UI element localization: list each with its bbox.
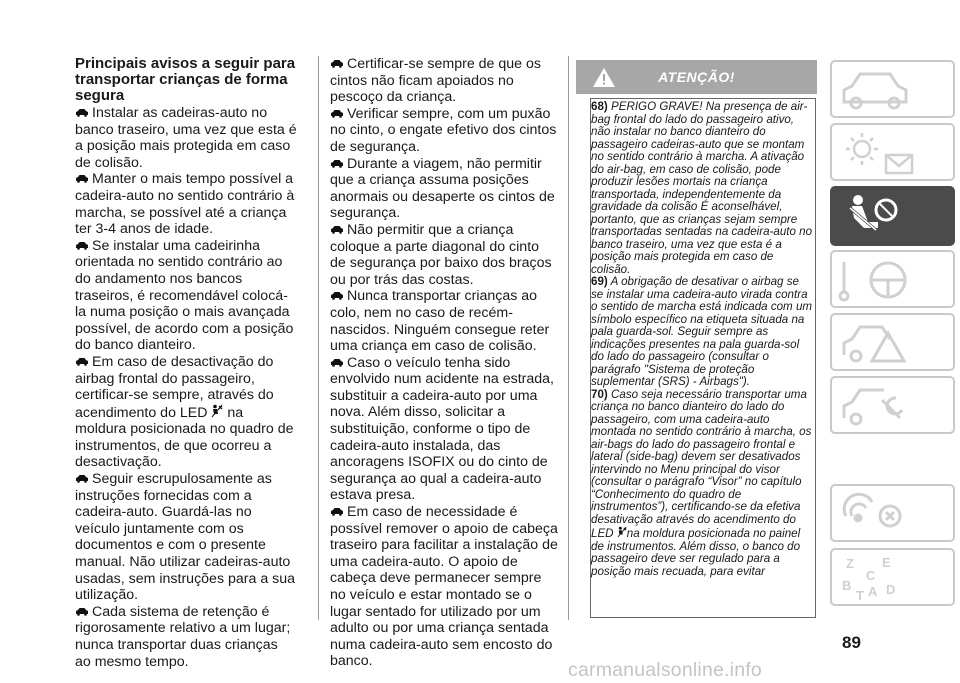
index-icon: [832, 550, 953, 604]
tab-index[interactable]: [830, 548, 955, 606]
bullet-item: [330, 106, 558, 156]
car-bullet-icon: [75, 241, 89, 250]
bullet-item: [75, 171, 297, 237]
index-letter: A: [868, 584, 878, 599]
car-icon: [832, 62, 953, 116]
bullet-text: Nunca transportar crianças ao colo, nem no caso de recém-nascidos. Ninguém consegue reter uma criança em caso de colisão.: [330, 288, 550, 355]
note-text: na moldura posicionada no painel de instrumentos. Além disso, o banco do passageiro deve ser regulado para a posição mais recuada, para evitar: [591, 527, 801, 578]
index-letter: Z: [846, 556, 854, 571]
car-bullet-icon: [330, 291, 344, 300]
car-bullet-icon: [75, 607, 89, 616]
airbag-off-led-icon: [617, 526, 627, 538]
tab-vehicle-knowledge[interactable]: [830, 60, 955, 118]
breakdown-icon: [832, 315, 953, 369]
bullet-item: [75, 604, 297, 670]
bullet-item: [75, 105, 297, 171]
bullet-item: [330, 504, 558, 670]
bullet-text: Caso o veículo tenha sido envolvido num acidente na estrada, substituir a cadeira-auto por uma nova. Além disso, solicitar a substituição, conforme o tipo de cadeira-auto instalada, das ancoragens ISOFIX ou do cinto de segurança ao qual a cadeira-auto estava presa.: [330, 354, 554, 504]
bullet-item: [330, 355, 558, 504]
warning-header: [576, 60, 817, 94]
bullet-text: Se instalar uma cadeirinha orientada no sentido contrário ao do andamento nos bancos traseiros, é recomendável colocá-la numa posição o mais avançada possível, de acordo com a posição do banco dianteiro.: [75, 237, 294, 354]
bullet-item: [330, 288, 558, 354]
car-bullet-icon: [330, 225, 344, 234]
tab-emergency[interactable]: [830, 313, 955, 371]
bullet-text: Instalar as cadeiras-auto no banco traseiro, uma vez que esta é a posição mais protegida em caso de colisão.: [75, 105, 297, 171]
bullet-text: Certificar-se sempre de que os cintos não ficam apoiados no pescoço da criança.: [330, 56, 541, 106]
bullet-text: Seguir escrupulosamente as instruções fornecidas com a cadeira-auto. Guardá-las no veículo juntamente com os documentos e com o presente manual. Não utilizar cadeiras-auto usadas, sem instruções para a sua utilização.: [75, 471, 296, 604]
index-letter: D: [886, 582, 896, 597]
tab-starting-driving[interactable]: [830, 250, 955, 308]
note-number: 70): [591, 387, 608, 401]
warning-note: [591, 389, 813, 579]
note-text: PERIGO GRAVE! Na presença de air-bag frontal do lado do passageiro ativo, não instalar no banco dianteiro do passageiro cadeiras-auto que se montam no sentido contrário à marcha. A ativação do air-bag, em caso de colisão, pode produzir lesões mortais na criança transportada, independentemente da gravidade da colisão É aconselhável, portanto, que as crianças sejam sempre transportadas sentadas na cadeira-auto no banco traseiro, uma vez que esta é a posição mais protegida em caso de colisão.: [591, 100, 813, 276]
note-number: 68): [591, 100, 608, 113]
tab-maintenance[interactable]: [830, 376, 955, 434]
bullet-item: [330, 222, 558, 288]
section-heading: Principais avisos a seguir para transportar crianças de forma segura: [75, 55, 296, 104]
car-bullet-icon: [75, 357, 89, 366]
car-bullet-icon: [75, 474, 89, 483]
warning-note: [591, 101, 813, 276]
bullet-text: Verificar sempre, com um puxão no cinto, o engate efetivo dos cintos de segurança.: [330, 105, 557, 155]
note-text: A obrigação de desativar o airbag se se instalar uma cadeira-auto virada contra o sentido de marcha está indicada com um símbolo específico na etiqueta situada na pala guarda-sol. Seguir sempre as indicações presentes na pala guarda-sol do lado do passageiro (consultar o parágrafo "Sistema de proteção suplementar (SRS) - Airbags").: [591, 275, 813, 388]
bullet-text: Manter o mais tempo possível a cadeira-auto no sentido contrário à marcha, se possível até a criança ter 3-4 anos de idade.: [75, 171, 295, 238]
bullet-item: [75, 238, 297, 354]
bullet-text: Cada sistema de retenção é rigorosamente relativo a um lugar; nunca transportar duas crianças ao mesmo tempo.: [75, 603, 291, 670]
warning-note: [591, 276, 813, 389]
car-bullet-icon: [330, 358, 344, 367]
watermark: carmanualsonline.info: [568, 659, 762, 681]
index-letter: T: [856, 588, 864, 603]
bullet-item: [330, 56, 558, 106]
note-number: 69): [591, 275, 608, 288]
column-divider: [318, 56, 319, 620]
car-bullet-icon: [75, 108, 89, 117]
tab-safety[interactable]: [830, 186, 955, 246]
service-icon: [832, 378, 953, 432]
warning-text: [591, 101, 813, 578]
bullet-text: na moldura posicionada no quadro de instrumentos, de que ocorreu a desactivação.: [75, 404, 294, 471]
tab-multimedia[interactable]: [830, 484, 955, 542]
bullet-item: [75, 471, 297, 604]
bullet-text: Durante a viagem, não permitir que a criança assuma posições anormais ou desaperte os cintos de segurança.: [330, 155, 555, 222]
car-bullet-icon: [75, 174, 89, 183]
airbag-off-led-icon: [211, 404, 223, 418]
car-bullet-icon: [330, 109, 344, 118]
car-bullet-icon: [330, 159, 344, 168]
column-divider: [568, 56, 569, 620]
left-column: [75, 56, 297, 670]
warning-title: ATENÇÃO!: [658, 69, 735, 85]
bullet-item: [75, 354, 297, 471]
car-bullet-icon: [330, 507, 344, 516]
page-number: 89: [842, 633, 861, 652]
index-letter: C: [866, 568, 876, 583]
bullet-text: Não permitir que a criança coloque a parte diagonal do cinto de segurança por baixo dos braços ou por trás das costas.: [330, 221, 552, 288]
bullet-text: Em caso de necessidade é possível remover o apoio de cabeça traseiro para facilitar a instalação de uma cadeira-auto. O apoio de cabeça deve permanecer sempre no veículo e estar montado se o lugar sentado for utilizado por um adulto ou por uma criança sentada numa cadeira-auto sem encosto do banco.: [330, 504, 558, 670]
middle-column: [330, 56, 558, 670]
note-text: Caso seja necessário transportar uma criança no banco dianteiro do lado do passageiro, com uma cadeira-auto montada no sentido contrário à marcha, os air-bags do lado do passageiro frontal e lateral (side-bag) devem ser desativados intervindo no Menu principal do visor (consultar o parágrafo “Visor” no capítulo “Conhecimento do quadro de instrumentos”), certificando-se da efetiva desativação através do acendimento do LED: [591, 387, 812, 540]
warning-lights-icon: [832, 125, 953, 179]
index-letter: B: [842, 578, 852, 593]
bullet-text: Em caso de desactivação do airbag frontal do passageiro, certificar-se sempre, através do acendimento do LED: [75, 353, 274, 421]
warning-box: [590, 98, 816, 618]
bullet-item: [330, 156, 558, 222]
tab-warning-lights[interactable]: [830, 123, 955, 181]
multimedia-icon: [832, 486, 953, 540]
seat-safety-icon: [832, 188, 953, 244]
index-letter: E: [882, 555, 891, 570]
steering-icon: [832, 252, 953, 306]
car-bullet-icon: [330, 59, 344, 68]
